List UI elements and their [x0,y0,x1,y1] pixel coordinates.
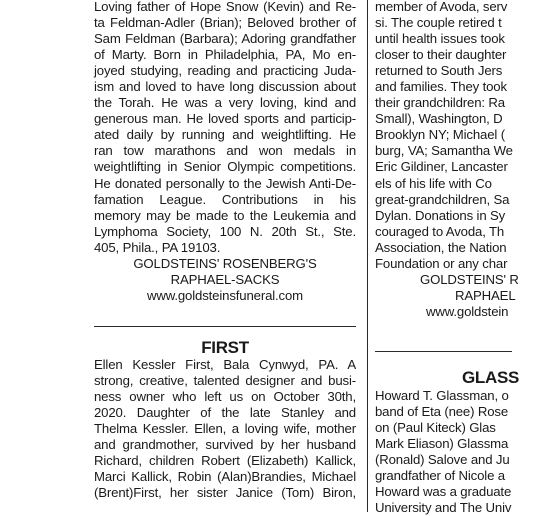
text-line: Marci Kallick, Robin (Alan)Brandies, Michael [94,469,356,485]
text-line: Thelma Kessler. Ellen, a loving wife, mother [94,421,356,437]
right-column [375,0,520,516]
text-line: burg, VA; Samantha We [375,143,513,159]
text-line: Richard, children Robert (Elizabeth) Kallick, [94,453,356,469]
text-line: generous man. He loved sports and particip- [94,111,356,127]
text-line: and grandmother, survived by her husband [94,437,356,453]
text-line: closer to their daughter [375,47,507,63]
funeral-home-website: www.goldstein [426,303,509,319]
glass-obituary-text [375,388,535,516]
text-line: strong, creative, talented designer and busi- [94,373,356,389]
text-line: couraged to Avoda, Th [375,223,505,239]
text-line: memory may be made to the Leukemia and [94,207,356,223]
text-line: Foundation or any char [375,255,508,271]
text-line: (Ronald) Salove and Ju [375,452,510,468]
obituary-heading: GLASS [462,368,520,387]
text-line: great-grandchildren, Sa [375,191,510,207]
text-line: returned to South Jers [375,63,503,79]
text-line: ated daily by running and weightlifting. He [94,127,356,143]
text-line: Loving father of Hope Snow (Kevin) and Re- [94,0,356,14]
text-line: famation League. Contributions in his [94,191,356,207]
text-line: Brooklyn NY; Michael ( [375,127,505,143]
funeral-home-name-2: RAPHAEL-SACKS [170,271,280,287]
text-line: joyed studying, reading and practicing Juda- [94,63,356,79]
top-obituary-text [94,0,356,304]
text-line: Dylan. Donations in Sy [375,207,506,223]
first-obituary-text [94,357,356,501]
left-column [94,0,358,512]
funeral-home-website: www.goldsteinsfuneral.com [146,287,304,303]
text-line: si. The couple retired t [375,15,502,31]
text-line: ism and loved to have long discussion about [94,79,356,95]
text-line: Howard T. Glassman, o [375,388,509,403]
text-line: Association, the Nation [375,239,507,255]
section-divider [375,351,512,352]
text-line: Small), Washington, D [375,111,503,127]
text-line: Mark Eliason) Glassma [375,436,509,452]
text-line: their grandchildren: Ra [375,95,505,111]
text-line: 405, Phila., PA 19103. [94,239,221,255]
text-line: grandfather of Nicole a [375,468,505,484]
funeral-home-name: GOLDSTEINS' R [420,271,519,287]
text-line: of Marty. Born in Philadelphia, PA, Mo en- [94,47,356,63]
text-line: weightlifting in Senior Olympic competitions. [94,159,356,175]
text-line: until health issues took [375,31,505,47]
text-line: University and The Univ [375,500,512,516]
section-divider [94,326,356,327]
text-line: els of his life with Co [375,175,492,191]
text-line: and families. They took [375,79,507,95]
obituary-heading: FIRST [201,338,249,357]
text-line: Sam Feldman (Barbara); Adoring grandfather [94,31,356,47]
text-line: ran tow marathons and won medals in [94,143,356,159]
column-divider [367,0,368,512]
funeral-home-name-2: RAPHAEL [455,287,516,303]
text-line: Lymphoma Society, 100 N. 20th St., Ste. [94,223,356,239]
top-obituary-text-continued [375,0,535,320]
text-line: Eric Gildiner, Lancaster [375,159,508,175]
text-line: ta Feldman-Adler (Brian); Beloved brother of [94,15,356,31]
text-line: Howard was a graduate [375,484,512,500]
text-line: Ellen Kessler First, Bala Cynwyd, PA. A [94,357,356,372]
funeral-home-name: GOLDSTEINS' ROSENBERG'S [133,255,317,271]
text-line: member of Avoda, serv [375,0,508,14]
text-line: He donated personally to the Jewish Anti-De- [94,175,356,191]
text-line: the Torah. He was a very loving, kind and [94,95,356,111]
text-line: band of Eta (nee) Rose [375,404,509,420]
text-line: 2020. Daughter of the late Stanley and [94,405,356,421]
text-line: (Brent)First, her sister Janice (Tom) Biron, [94,485,356,501]
text-line: on (Paul Kiteck) Glas [375,420,496,436]
text-line: ness owner who left us on October 30th, [94,389,356,405]
